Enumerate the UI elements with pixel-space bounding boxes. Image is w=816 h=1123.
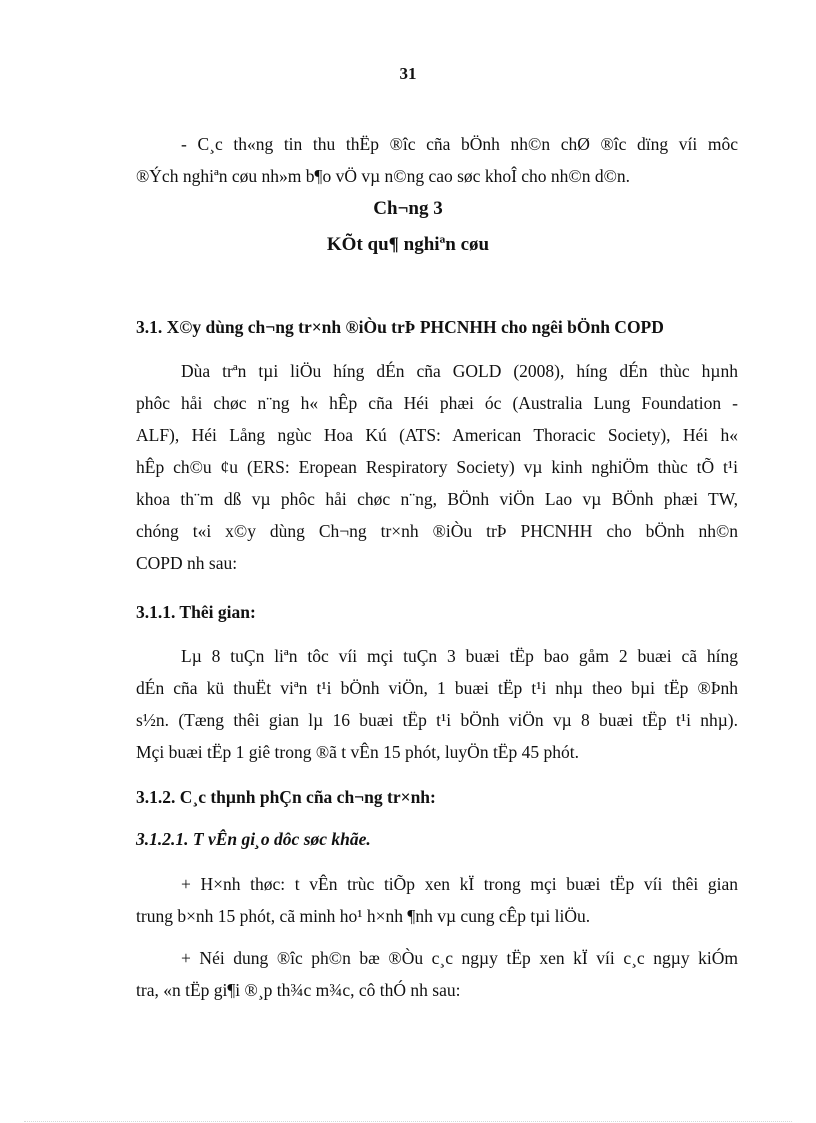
section-3-1-1-heading: 3.1.1. Thêi gian:: [136, 602, 256, 622]
paragraph-line: + Néi dung ®îc ph©n bæ ®Òu c¸c ngµy tËp xen kÏ víi c¸c ngµy kiÓm: [181, 948, 738, 968]
paragraph-line: hÊp ch©u ¢u (ERS: Eropean Respiratory Society) vµ kinh nghiÖm thùc tÕ t¹i: [136, 457, 738, 477]
paragraph-line: + H×nh thøc: t vÊn trùc tiÕp xen kÏ trong mçi buæi tËp víi thêi gian: [181, 874, 738, 894]
paragraph-line: phôc håi chøc n¨ng h« hÊp cña Héi phæi óc (Australia Lung Foundation -: [136, 393, 738, 413]
section-3-1-2-heading: 3.1.2. C¸c thµnh phÇn cña ch¬ng tr×nh:: [136, 787, 436, 807]
paragraph-line: dÉn cña kü thuËt viªn t¹i bÖnh viÖn, 1 buæi tËp t¹i nhµ theo bµi tËp ®Þnh: [136, 678, 738, 698]
page-number: 31: [399, 64, 417, 83]
section-3-1-2-1-paragraph-a: [136, 868, 738, 932]
paragraph-line: chóng t«i x©y dùng Ch¬ng tr×nh ®iÒu trÞ PHCNHH cho bÖnh nh©n: [136, 521, 738, 541]
intro-paragraph: [136, 128, 738, 192]
section-3-1-2-1-heading: 3.1.2.1. T vÊn gi¸o dôc søc khãe.: [136, 829, 371, 849]
section-3-1-1-paragraph: [136, 640, 738, 768]
paragraph-line: Mçi buæi tËp 1 giê trong ®ã t vÊn 15 phót, luyÖn tËp 45 phót.: [136, 742, 579, 762]
paragraph-line: trung b×nh 15 phót, cã minh ho¹ h×nh ¶nh vµ cung cÊp tµi liÖu.: [136, 906, 591, 926]
paragraph-line: tra, «n tËp gi¶i ®¸p th¾c m¾c, cô thÓ nh sau:: [136, 980, 461, 1000]
intro-line: - C¸c th«ng tin thu thËp ®îc cña bÖnh nh©n chØ ®îc dïng víi môc: [181, 134, 738, 154]
page-bottom-rule: [24, 1121, 792, 1122]
section-3-1-2-1-paragraph-b: [136, 942, 738, 1006]
section-3-1-heading: 3.1. X©y dùng ch¬ng tr×nh ®iÒu trÞ PHCNHH cho ngêi bÖnh COPD: [136, 317, 664, 337]
paragraph-line: ALF), Héi Lång ngùc Hoa Kú (ATS: American Thoracic Society), Héi h«: [136, 425, 738, 445]
paragraph-line: khoa th¨m dß vµ phôc håi chøc n¨ng, BÖnh viÖn Lao vµ BÖnh phæi TW,: [136, 489, 738, 509]
paragraph-line: Dùa trªn tµi liÖu híng dÉn cña GOLD (2008), híng dÉn thùc hµnh: [181, 361, 738, 381]
chapter-title: Ch¬ng 3: [373, 198, 443, 219]
chapter-subtitle: KÕt qu¶ nghiªn cøu: [326, 234, 490, 255]
intro-line: ®Ých nghiªn cøu nh»m b¶o vÖ vµ n©ng cao søc khoÎ cho nh©n d©n.: [136, 166, 631, 186]
paragraph-line: Lµ 8 tuÇn liªn tôc víi mçi tuÇn 3 buæi tËp bao gåm 2 buæi cã híng: [181, 646, 738, 666]
paragraph-line: s½n. (Tæng thêi gian lµ 16 buæi tËp t¹i bÖnh viÖn vµ 8 buæi tËp t¹i nhµ).: [136, 710, 738, 730]
section-3-1-paragraph: [136, 355, 738, 579]
paragraph-line: COPD nh sau:: [136, 553, 238, 573]
